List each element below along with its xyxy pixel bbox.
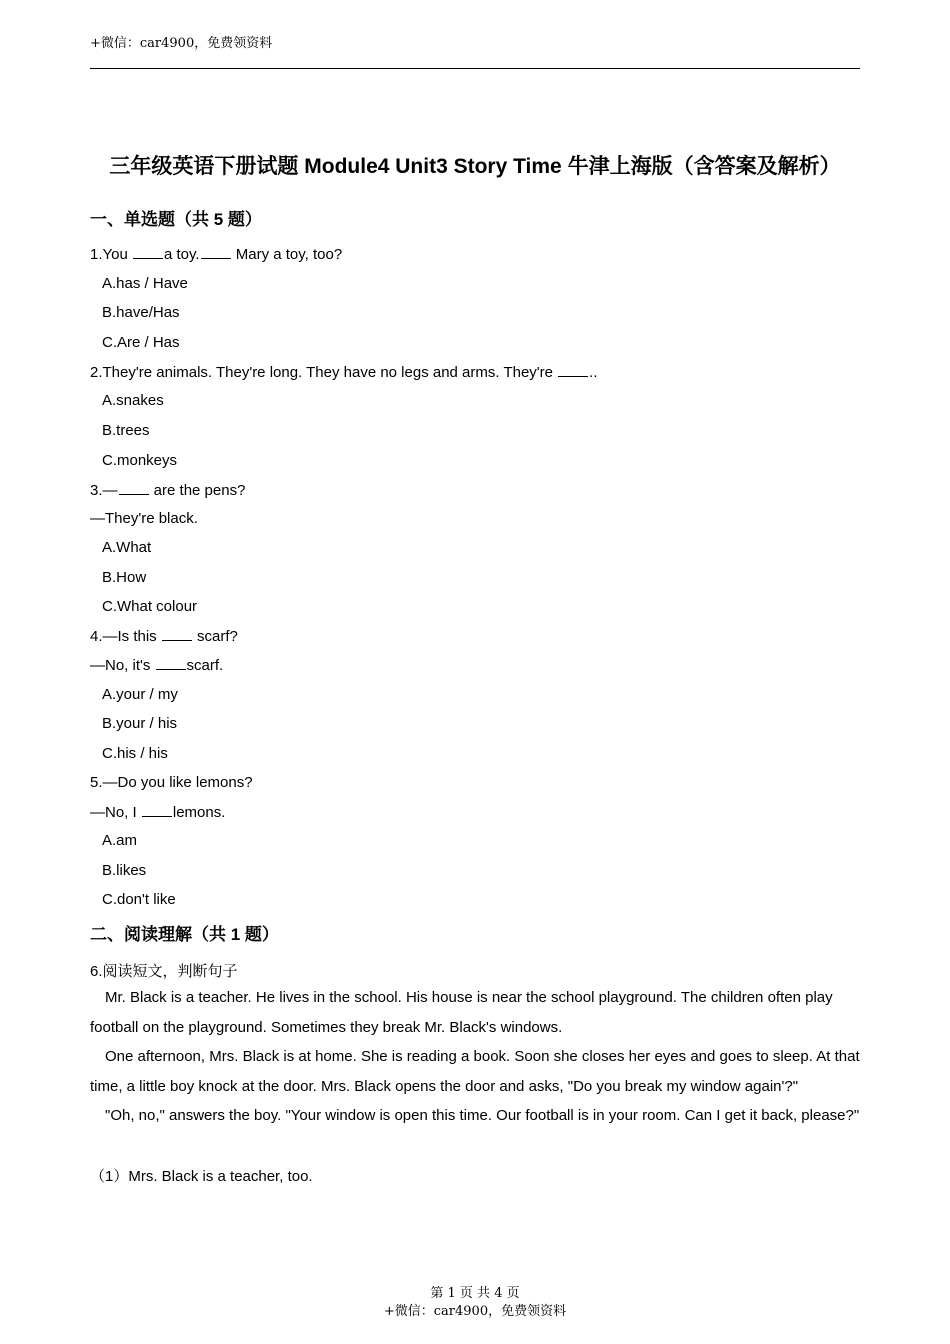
question-2: 2.They're animals. They're long. They have no legs and arms. They're ..: [90, 364, 598, 381]
header-watermark: +微信：car4900，免费领资料: [90, 36, 273, 51]
page-title: 三年级英语下册试题 Module4 Unit3 Story Time 牛津上海版（含答案及解析）: [109, 155, 841, 178]
question-5: 5.—Do you like lemons?: [90, 774, 253, 791]
answer-blank: [142, 803, 172, 817]
question-2-option-c: C.monkeys: [102, 452, 178, 469]
question-1-option-a: A.has / Have: [102, 275, 188, 292]
answer-blank: [558, 363, 588, 377]
question-3-option-a: A.What: [102, 539, 152, 556]
question-3: 3.— are the pens?: [90, 482, 246, 499]
question-3-response: —They're black.: [90, 510, 198, 527]
answer-blank: [201, 245, 231, 259]
question-4-response: —No, it's scarf.: [90, 657, 224, 674]
question-4: 4.—Is this scarf?: [90, 628, 238, 645]
question-4-option-b: B.your / his: [102, 715, 178, 732]
question-3-option-b: B.How: [102, 569, 147, 586]
passage-paragraph-1: Mr. Black is a teacher. He lives in the school. His house is near the school playground. The children often play football on the playground. Sometimes they break Mr. Black's windows.: [90, 989, 833, 1036]
header-divider: [90, 68, 860, 69]
answer-blank: [156, 656, 186, 670]
question-1-option-b: B.have/Has: [102, 304, 180, 321]
question-5-option-a: A.am: [102, 832, 138, 849]
question-4-option-c: C.his / his: [102, 745, 168, 762]
question-6-item-1: （1）Mrs. Black is a teacher, too.: [90, 1168, 313, 1185]
passage-paragraph-2: One afternoon, Mrs. Black is at home. She is reading a book. Soon she closes her eyes and goes to sleep. At that time, a little boy knock at the door. Mrs. Black opens the door and asks, "Do you break my window again'?": [90, 1048, 860, 1095]
question-1-option-c: C.Are / Has: [102, 334, 180, 351]
question-2-option-a: A.snakes: [102, 392, 164, 409]
question-5-option-b: B.likes: [102, 862, 147, 879]
question-2-option-b: B.trees: [102, 422, 150, 439]
question-3-option-c: C.What colour: [102, 598, 198, 615]
answer-blank: [133, 245, 163, 259]
answer-blank: [119, 481, 149, 495]
question-1: 1.You a toy. Mary a toy, too?: [90, 246, 343, 263]
page-number: 第 1 页 共 4 页: [430, 1286, 520, 1301]
question-4-option-a: A.your / my: [102, 686, 178, 703]
section-heading-single-choice: 一、单选题（共 5 题）: [90, 210, 262, 229]
question-5-option-c: C.don't like: [102, 891, 176, 908]
section-heading-reading: 二、阅读理解（共 1 题）: [90, 925, 279, 944]
question-6: 6.阅读短文，判断句子: [90, 962, 238, 980]
question-5-response: —No, I lemons.: [90, 804, 226, 821]
answer-blank: [162, 627, 192, 641]
passage-paragraph-3: "Oh, no," answers the boy. "Your window is open this time. Our football is in your room. Can I get it back, please?": [105, 1107, 860, 1124]
footer-watermark: +微信：car4900，免费领资料: [383, 1304, 567, 1319]
